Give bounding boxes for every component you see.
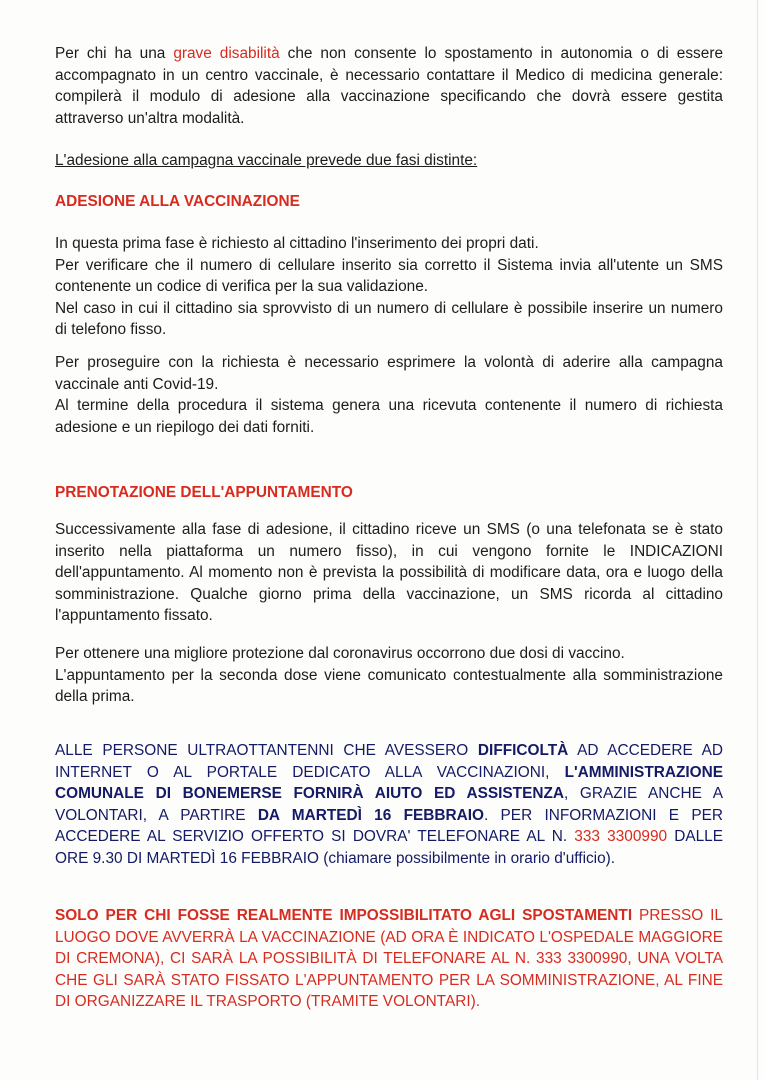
page-edge — [757, 0, 758, 1080]
section2-paragraph-1: Successivamente alla fase di adesione, il cittadino riceve un SMS (o una telefonata se è stato inserito nella piattaforma un numero fisso), in cui vengono fornite le INDICAZIONI dell'appuntamento. Al momento non è prevista la possibilità di modificare data, ora e luogo della somministrazione. Qualche giorno prima della vaccinazione, un SMS ricorda al cittadino l'appuntamento fissato. — [55, 521, 723, 624]
notice-text: , GRAZIE ANCHE A VOLONTARI, A PARTIRE — [55, 785, 723, 824]
notice-text: . PER INFORMAZIONI E PER ACCEDERE AL SERVIZIO OFFERTO SI DOVRA' TELEFONARE AL N. — [55, 806, 723, 845]
section1-line: Per proseguire con la richiesta è necessario esprimere la volontà di aderire alla campagna vaccinale anti Covid-19. — [55, 354, 723, 393]
notice-text: DALLE ORE 9.30 DI MARTEDÌ 16 FEBBRAIO (chiamare possibilmente in orario d'ufficio). — [55, 828, 723, 867]
section-title-adesione: ADESIONE ALLA VACCINAZIONE — [55, 193, 300, 210]
section-title-prenotazione: PRENOTAZIONE DELL'APPUNTAMENTO — [55, 484, 353, 501]
intro-paragraph — [55, 43, 723, 129]
transport-notice-text: PRESSO IL LUOGO DOVE AVVERRÀ LA VACCINAZIONE (AD ORA È INDICATO L'OSPEDALE MAGGIORE DI CREMONA), CI SARÀ LA POSSIBILITÀ DI TELEFONARE AL N. 333 3300990, UNA VOLTA CHE GLI SARÀ STATO FISSATO L'APPUNTAMENTO PER LA SOMMINISTRAZIONE, AL FINE DI ORGANIZZARE IL TRASPORTO (TRAMITE VOLONTARI). — [55, 907, 723, 1010]
notice-text: AD ACCEDERE AD INTERNET O AL PORTALE DEDICATO ALLA VACCINAZIONI, — [55, 742, 723, 781]
section2-line: L'appuntamento per la seconda dose viene comunicato contestualmente alla somministrazione della prima. — [55, 666, 723, 705]
section2-line: Per ottenere una migliore protezione dal coronavirus occorrono due dosi di vaccino. — [55, 645, 625, 662]
phone-number: 333 3300990 — [574, 828, 668, 845]
notice-bold: DA MARTEDÌ 16 FEBBRAIO — [257, 806, 484, 824]
section1-line: In questa prima fase è richiesto al cittadino l'inserimento dei propri dati. — [55, 235, 539, 252]
section1-line: Al termine della procedura il sistema genera una ricevuta contenente il numero di richiesta adesione e un riepilogo dei dati forniti. — [55, 397, 723, 436]
section2-paragraph-2 — [55, 643, 723, 708]
section1-paragraph-1 — [55, 233, 723, 341]
elderly-assistance-notice — [55, 740, 723, 869]
transport-notice-bold: SOLO PER CHI FOSSE REALMENTE IMPOSSIBILITATO AGLI SPOSTAMENTI — [55, 907, 633, 924]
section1-line: Per verificare che il numero di cellulare inserito sia corretto il Sistema invia all'utente un SMS contenente un codice di verifica per la sua validazione. — [55, 256, 723, 295]
notice-bold: L'AMMINISTRAZIONE COMUNALE DI BONEMERSE FORNIRÀ AIUTO ED ASSISTENZA — [55, 763, 723, 802]
intro-text-end: che non consente lo spostamento in autonomia o di essere accompagnato in un centro vaccinale, è necessario contattare il Medico di medicina generale: compilerà il modulo di adesione alla vaccinazione specificando che dovrà essere gestita attraverso un'altra modalità. — [55, 45, 724, 127]
notice-text: ALLE PERSONE ULTRAOTTANTENNI CHE AVESSERO — [55, 742, 478, 759]
intro-text-start: Per chi ha una — [55, 45, 174, 62]
intro-highlight: grave disabilità — [173, 45, 280, 62]
phases-intro: L'adesione alla campagna vaccinale prevede due fasi distinte: — [55, 152, 478, 169]
notice-bold: DIFFICOLTÀ — [477, 742, 569, 759]
section1-line: Nel caso in cui il cittadino sia sprovvisto di un numero di cellulare è possibile inserire un numero di telefono fisso. — [55, 299, 723, 338]
transport-notice — [55, 905, 723, 1013]
section1-paragraph-2 — [55, 352, 723, 438]
